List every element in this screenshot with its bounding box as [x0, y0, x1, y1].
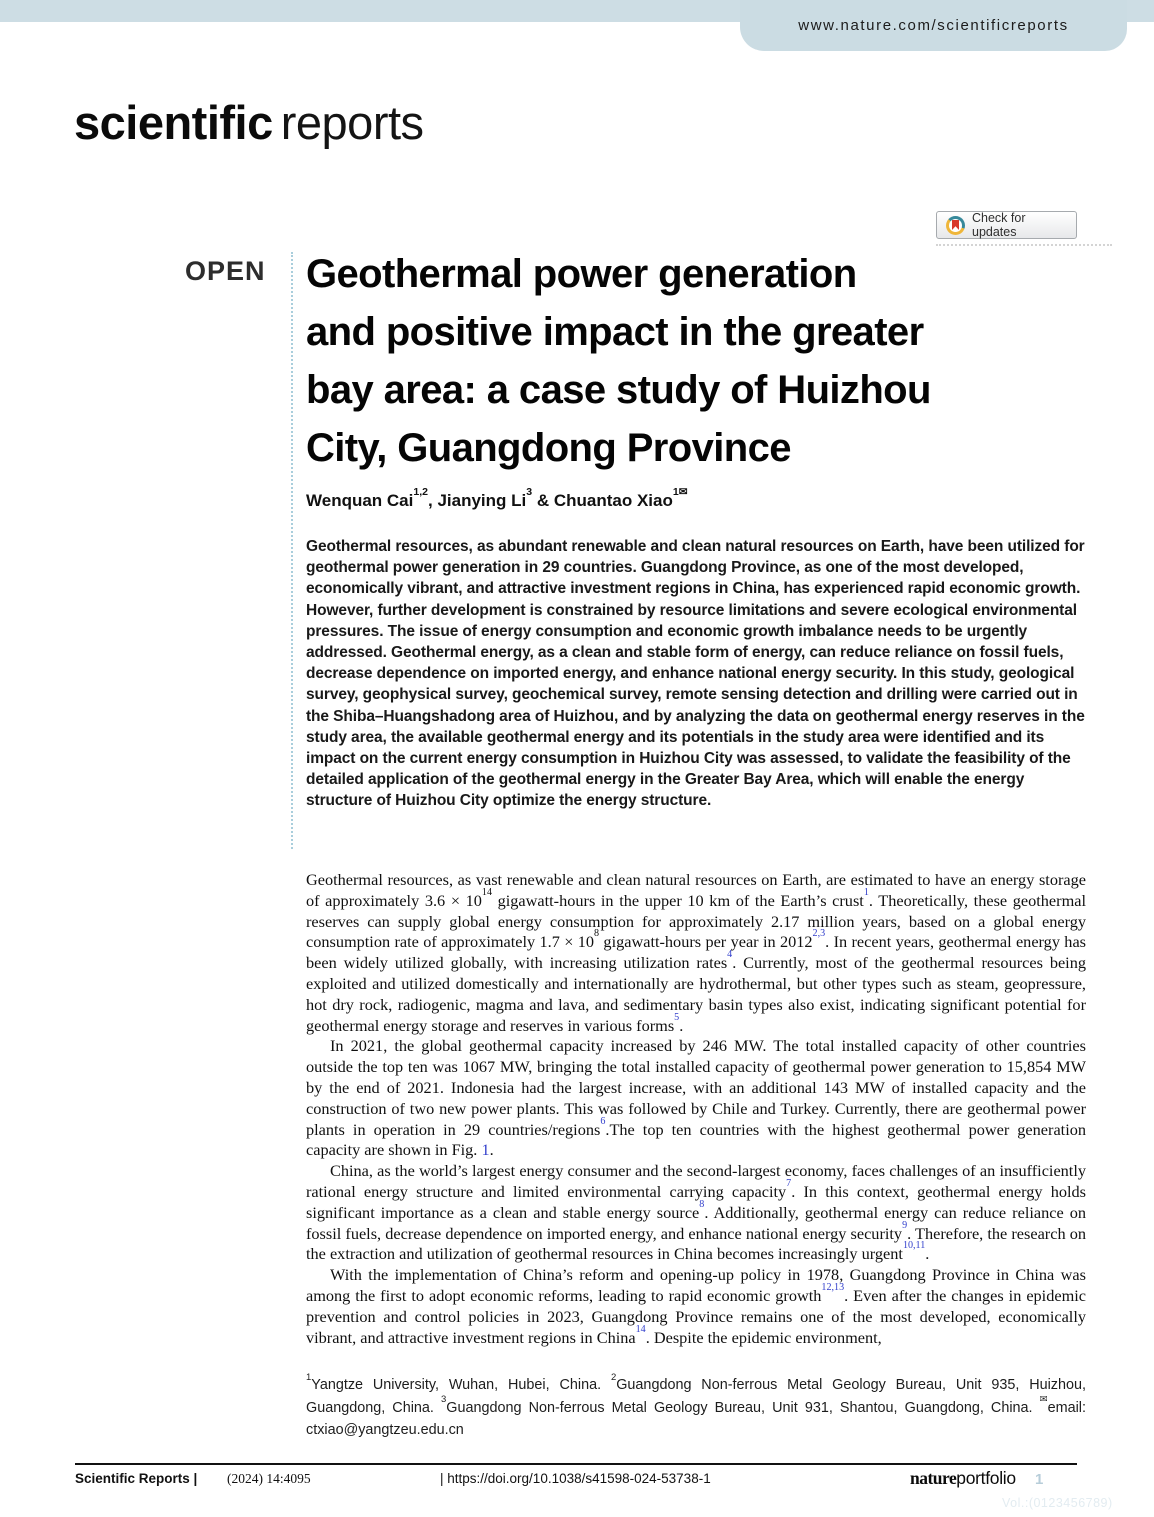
- brand-nature: nature: [910, 1468, 957, 1488]
- title-line-4: City, Guangdong Province: [306, 426, 791, 470]
- abstract-text: Geothermal resources, as abundant renewable and clean natural resources on Earth, have been utilized for geothermal power generation in 29 countries. Guangdong Province, as one of the most developed, economically vibrant, and attractive investment regions in China, has experienced rapid economic growth. However, further development is constrained by resource limitations and severe ecological environmental pressures. The issue of energy consumption and economic growth imbalance needs to be urgently addressed. Geothermal energy, as a clean and stable form of energy, can reduce reliance on fossil fuels, decrease dependence on imported energy, and enhance national energy security. In this study, geological survey, geophysical survey, geochemical survey, remote sensing detection and drilling were carried out in the Shiba–Huangshadong area of Huizhou, and by analyzing the data on geothermal energy reserves in the study area, the available geothermal energy and its potentials in the study area were identified and its impact on the current energy consumption in Huizhou City was assessed, to validate the feasibility of the detailed application of the geothermal energy in the Greater Bay Area, which will enable the energy structure of Huizhou City optimize the energy structure.: [306, 538, 1085, 810]
- text-run: gigawatt-hours per year in 2012: [599, 932, 813, 952]
- body-paragraph: [306, 870, 1086, 1036]
- superscript: 1: [306, 1371, 312, 1383]
- title-line-3: bay area: a case study of Huizhou: [306, 368, 931, 412]
- reference-link[interactable]: 10,11: [902, 1240, 926, 1252]
- journal-url-link[interactable]: www.nature.com/scientificreports: [798, 17, 1069, 34]
- text-run: . Theoretically, these geothermal reserves can supply global energy consumption for approximately 2.17 million years, based on a global energy consumption rate of approximately 1.7 × 10: [306, 890, 1086, 952]
- superscript: 1,2: [413, 485, 429, 498]
- footer-journal-name: Scientific Reports |: [75, 1471, 198, 1486]
- text-run: Geothermal resources, as vast renewable and clean natural resources on Earth, are estimated to have an energy storage of approximately 3.6 × 10: [306, 870, 1086, 910]
- reference-link[interactable]: 5: [674, 1011, 680, 1023]
- text-run: . Additionally, geothermal energy can reduce reliance on fossil fuels, decrease dependence on imported energy, and enhance national energy security: [306, 1202, 1086, 1243]
- text-run: Wenquan Cai: [306, 491, 414, 510]
- footer-citation: (2024) 14:4095: [227, 1471, 311, 1486]
- reference-link[interactable]: 1: [863, 886, 869, 898]
- text-run: & Chuantao Xiao: [532, 491, 673, 510]
- text-run: With the implementation of China’s reform and opening-up policy in 1978, Guangdong Province in China was among the first to adopt economic reforms, leading to rapid economic growth: [306, 1265, 1086, 1305]
- text-run: email: ctxiao@yangtzeu.edu.cn: [306, 1399, 1086, 1439]
- open-access-label: OPEN: [185, 256, 266, 286]
- body-paragraph: [306, 1036, 1086, 1161]
- logo-text-bold: scientific: [74, 96, 273, 149]
- bookmark-icon: [952, 220, 959, 230]
- body-paragraph: [306, 1161, 1086, 1265]
- text-run: In 2021, the global geothermal capacity increased by 246 MW. The total installed capacity of other countries outside the top ten was 1067 MW, bringing the total installed capacity of geothermal power generation to 15,854 MW by the end of 2021. Indonesia had the largest increase, with an additional 143 MW of installed capacity and the construction of two new power plants. This was followed by Chile and Turkey. Currently, there are geothermal power plants in operation in 29 countries/regions: [306, 1036, 1086, 1139]
- check-for-updates-label: Check for updates: [972, 211, 1026, 239]
- text-run: . Even after the changes in epidemic prevention and control policies in 2023, Guangdong Province remains one of the most developed, economically vibrant, and attractive investment regions in China: [306, 1285, 1086, 1347]
- title-dotted-divider: [291, 252, 293, 849]
- text-run: .: [489, 1140, 494, 1160]
- text-run: . Therefore, the research on the extraction and utilization of geothermal resources in China becomes increasingly urgent: [306, 1223, 1086, 1264]
- nature-portfolio-logo: [910, 1468, 1016, 1489]
- body-paragraph: [306, 1265, 1086, 1348]
- superscript: 3: [441, 1394, 447, 1406]
- reference-link[interactable]: 8: [699, 1198, 705, 1210]
- text-run: .The top ten countries with the highest geothermal power generation capacity are shown in Fig.: [306, 1119, 1087, 1160]
- title-line-2: and positive impact in the greater: [306, 310, 924, 354]
- envelope-icon[interactable]: ✉: [1039, 1394, 1048, 1406]
- envelope-icon[interactable]: ✉: [678, 485, 688, 498]
- superscript: 14: [481, 886, 492, 898]
- text-run: Yangtze University, Wuhan, Hubei, China.: [311, 1377, 611, 1393]
- brand-portfolio: portfolio: [956, 1468, 1016, 1488]
- check-for-updates-button[interactable]: [936, 211, 1077, 239]
- footer-rule: [75, 1463, 1077, 1465]
- reference-link[interactable]: 2,3: [812, 928, 826, 940]
- figure-link[interactable]: 1: [481, 1140, 490, 1160]
- reference-link[interactable]: 9: [902, 1219, 908, 1231]
- text-run: . Despite the epidemic environment,: [645, 1327, 882, 1347]
- body-text: [306, 870, 1086, 1348]
- logo-text-light: reports: [280, 96, 424, 149]
- reference-link[interactable]: 4: [727, 949, 733, 961]
- text-run: . Currently, most of the geothermal resources being exploited and utilized domestically and internationally are hydrothermal, but other types such as steam, geopressure, hot dry rock, radiogenic, magma and lava, and sedimentary basin types also exist, indicating significant potential for geothermal energy storage and reserves in various forms: [306, 953, 1086, 1035]
- page-number: 1: [1035, 1471, 1044, 1488]
- reference-link[interactable]: 6: [600, 1115, 606, 1127]
- reference-link[interactable]: 12,13: [821, 1281, 845, 1293]
- text-run: .: [925, 1244, 930, 1264]
- reference-link[interactable]: 14: [635, 1323, 646, 1335]
- affiliations-footnote: [306, 1371, 1086, 1442]
- reference-link[interactable]: 7: [786, 1177, 792, 1189]
- author-line: [306, 485, 688, 511]
- article-title: [306, 245, 1066, 477]
- text-run: , Jianying Li: [428, 491, 527, 510]
- text-run: . In recent years, geothermal energy has been widely utilized globally, with increasing utilization rates: [306, 932, 1087, 973]
- text-run: .: [679, 1015, 684, 1035]
- text-run: gigawatt-hours in the upper 10 km of the Earth’s crust: [492, 890, 864, 910]
- superscript: 2: [610, 1371, 617, 1383]
- text-run: Guangdong Non-ferrous Metal Geology Bureau, Unit 935, Huizhou, Guangdong, China.: [306, 1377, 1086, 1416]
- volume-watermark: Vol.:(0123456789): [1002, 1496, 1113, 1510]
- superscript: 3: [526, 485, 533, 498]
- superscript: 1: [672, 485, 679, 498]
- text-run: . In this context, geothermal energy holds significant importance as a clean and stable energy source: [306, 1181, 1086, 1222]
- footer-doi-link[interactable]: | https://doi.org/10.1038/s41598-024-53738-1: [440, 1471, 711, 1486]
- text-run: Guangdong Non-ferrous Metal Geology Bureau, Unit 931, Shantou, Guangdong, China.: [446, 1399, 1040, 1416]
- journal-logo: [74, 95, 424, 150]
- text-run: China, as the world’s largest energy consumer and the second-largest economy, faces challenges of an insufficiently rational energy structure and limited environmental carrying capacity: [306, 1161, 1086, 1201]
- crossmark-icon: [946, 216, 965, 235]
- journal-url-tab: [740, 0, 1127, 51]
- title-line-1: Geothermal power generation: [306, 252, 857, 296]
- superscript: 8: [594, 928, 600, 940]
